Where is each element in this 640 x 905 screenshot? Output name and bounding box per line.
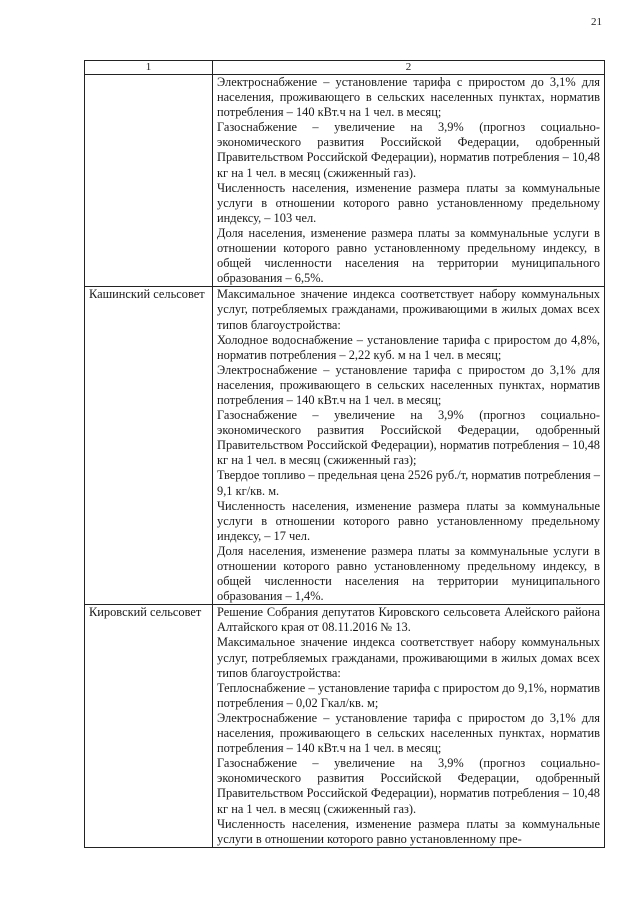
- paragraph: Максимальное значение индекса соответствует набору коммунальных услуг, потребляемых гражданами, проживающими в жилых домах всех типов благоустройства:: [217, 287, 600, 332]
- paragraph: Твердое топливо – предельная цена 2526 руб./т, норматив потребления – 9,1 кг/кв. м.: [217, 468, 600, 498]
- page-number: 21: [591, 16, 602, 28]
- paragraph: Теплоснабжение – установление тарифа с приростом до 9,1%, норматив потребления – 0,02 Гкал/кв. м;: [217, 680, 600, 710]
- paragraph: Численность населения, изменение размера платы за коммунальные услуги в отношении которого равно установленному предельному индексу, – 17 чел.: [217, 498, 600, 543]
- table-row: [85, 75, 605, 287]
- paragraph: Газоснабжение – увеличение на 3,9% (прогноз социально-экономического развития Российской Федерации, одобренный Правительством Российской Федерации), норматив потребления – 10,48 кг на 1 чел. в месяц (сжиженный газ).: [217, 120, 600, 180]
- tariff-table: [84, 60, 605, 848]
- column-header-1: 1: [85, 61, 213, 75]
- paragraph: Максимальное значение индекса соответствует набору коммунальных услуг, потребляемых гражданами, проживающими в жилых домах всех типов благоустройства:: [217, 635, 600, 680]
- description-cell: [213, 287, 605, 605]
- paragraph: Электроснабжение – установление тарифа с приростом до 3,1% для населения, проживающего в сельских населенных пунктах, норматив потребления – 140 кВт.ч на 1 чел. в месяц;: [217, 75, 600, 120]
- table-row: [85, 605, 605, 848]
- paragraph: Численность населения, изменение размера платы за коммунальные услуги в отношении которого равно установленному предельному индексу, – 103 чел.: [217, 180, 600, 225]
- paragraph: Доля населения, изменение размера платы за коммунальные услуги в отношении которого равно установленному предельному индексу, в общей численности населения на территории муниципального образования – 1,4%.: [217, 543, 600, 604]
- paragraph: Электроснабжение – установление тарифа с приростом до 3,1% для населения, проживающего в сельских населенных пунктах, норматив потребления – 140 кВт.ч на 1 чел. в месяц;: [217, 710, 600, 756]
- paragraph: Численность населения, изменение размера платы за коммунальные услуги в отношении которого равно установленному пре-: [217, 816, 600, 846]
- table-row: [85, 287, 605, 605]
- paragraph: Электроснабжение – установление тарифа с приростом до 3,1% для населения, проживающего в сельских населенных пунктах, норматив потребления – 140 кВт.ч на 1 чел. в месяц;: [217, 362, 600, 407]
- column-header-2: 2: [213, 61, 605, 75]
- paragraph: Холодное водоснабжение – установление тарифа с приростом до 4,8%, норматив потребления – 2,22 куб. м на 1 чел. в месяц;: [217, 332, 600, 362]
- table-header-row: [85, 61, 605, 75]
- description-cell: [213, 75, 605, 287]
- region-cell: [85, 75, 213, 287]
- paragraph: Доля населения, изменение размера платы за коммунальные услуги в отношении которого равно установленному предельному индексу, в общей численности населения на территории муниципального образования – 6,5%.: [217, 225, 600, 286]
- paragraph: Решение Собрания депутатов Кировского сельсовета Алейского района Алтайского края от 08.11.2016 № 13.: [217, 605, 600, 635]
- paragraph: Газоснабжение – увеличение на 3,9% (прогноз социально-экономического развития Российской Федерации, одобренный Правительством Российской Федерации), норматив потребления – 10,48 кг на 1 чел. в месяц (сжиженный газ).: [217, 756, 600, 816]
- region-cell: Кировский сельсовет: [85, 605, 213, 848]
- description-cell: [213, 605, 605, 848]
- paragraph: Газоснабжение – увеличение на 3,9% (прогноз социально-экономического развития Российской Федерации, одобренный Правительством Российской Федерации), норматив потребления – 10,48 кг на 1 чел. в месяц (сжиженный газ);: [217, 408, 600, 468]
- region-cell: Кашинский сельсовет: [85, 287, 213, 605]
